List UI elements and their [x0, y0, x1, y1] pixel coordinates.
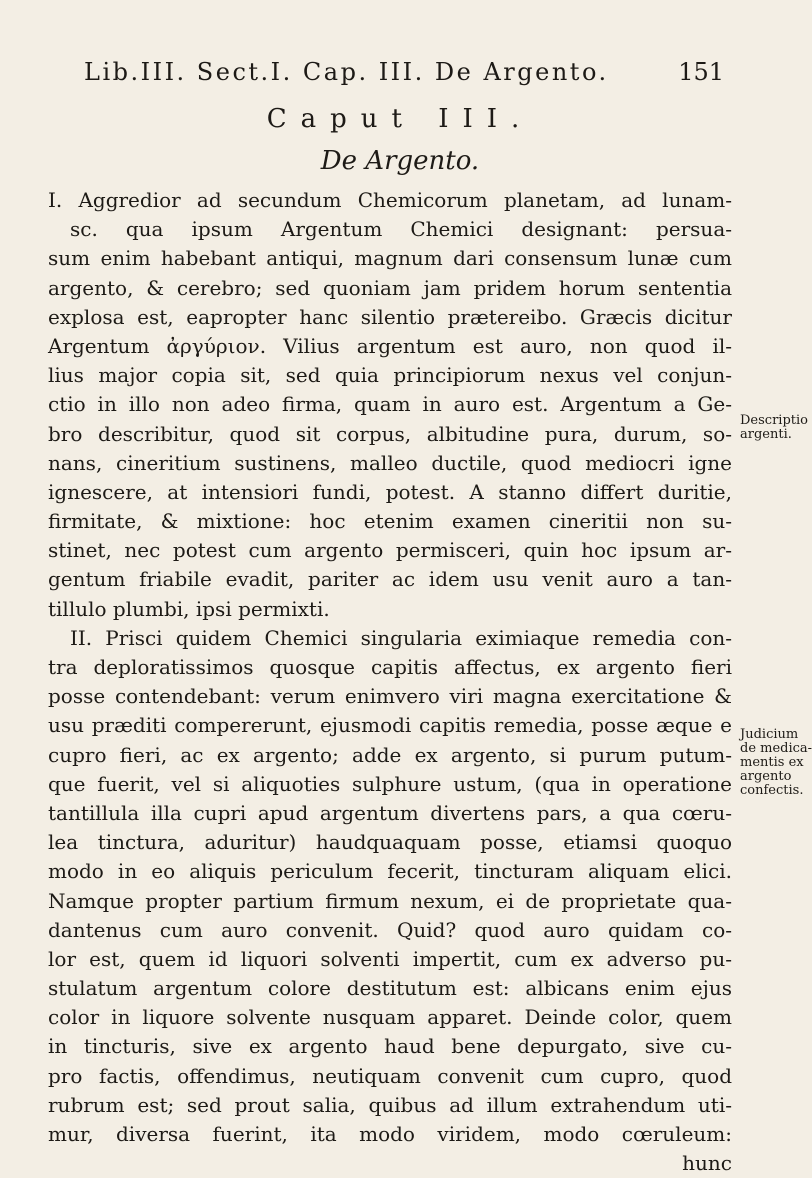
- text-line: gentum friabile evadit, pariter ac idem usu venit auro a tan-: [48, 567, 732, 592]
- text-line: lor est, quem id liquori solventi impertit, cum ex adverso pu-: [48, 946, 732, 971]
- text-line: I. Aggredior ad secundum Chemicorum planetam, ad lunam-: [48, 188, 732, 212]
- text-line: que fuerit, vel si aliquoties sulphure ustum, (qua in operatione: [48, 771, 732, 796]
- margin-note-line: confectis.: [740, 783, 804, 798]
- chapter-heading: Caput III.: [266, 104, 534, 134]
- text-line: modo in eo aliquis periculum fecerit, tincturam aliquam elici.: [48, 859, 732, 884]
- text-line: cupro fieri, ac ex argento; adde ex argento, si purum putum-: [48, 742, 732, 767]
- margin-note-line: mentis ex: [740, 755, 804, 770]
- text-line: Argentum ἀργύριον. Vilius argentum est auro, non quod il-: [48, 333, 732, 358]
- margin-note-line: de medica-: [740, 741, 812, 756]
- text-line: dantenus cum auro convenit. Quid? quod auro quidam co-: [48, 917, 732, 942]
- margin-note-line: Judicium: [740, 727, 799, 742]
- text-line: mur, diversa fuerint, ita modo viridem, modo cœruleum:: [48, 1122, 732, 1146]
- text-line: color in liquore solvente nusquam apparet. Deinde color, quem: [48, 1005, 732, 1030]
- margin-note-line: Descriptio: [740, 413, 808, 428]
- text-line: bro describitur, quod sit corpus, albitudine pura, durum, so-: [48, 421, 732, 446]
- running-head: [84, 58, 724, 86]
- text-line: II. Prisci quidem Chemici singularia eximiaque remedia con-: [70, 625, 732, 650]
- text-line: tra deploratissimos quosque capitis affectus, ex argento fieri: [48, 655, 732, 679]
- text-line: posse contendebant: verum enimvero viri magna exercitatione &: [48, 684, 732, 709]
- text-line: ignescere, at intensiori fundi, potest. A stanno differt duritie,: [48, 479, 732, 504]
- running-title: Lib.III. Sect.I. Cap. III. De Argento.: [84, 58, 609, 86]
- text-line: lea tinctura, aduritur) haudquaquam posse, etiamsi quoquo: [48, 830, 732, 855]
- text-line: ctio in illo non adeo firma, quam in auro est. Argentum a Ge-: [48, 392, 732, 417]
- text-line: explosa est, eapropter hanc silentio prætereibo. Græcis dicitur: [48, 304, 732, 329]
- text-line: sum enim habebant antiqui, magnum dari consensum lunæ cum: [48, 246, 732, 271]
- page-number: 151: [678, 58, 724, 86]
- chapter-subtitle: De Argento.: [320, 146, 480, 176]
- text-line: firmitate, & mixtione: hoc etenim examen cineritii non su-: [48, 509, 732, 534]
- text-line: usu præditi compererunt, ejusmodi capitis remedia, posse æque e: [48, 713, 732, 738]
- text-line: tantillula illa cupri apud argentum divertens pars, a qua cœru-: [48, 800, 732, 825]
- margin-note-line: argento: [740, 769, 792, 784]
- margin-note-line: argenti.: [740, 427, 792, 442]
- margin-note-judicium: [740, 727, 812, 798]
- body-text: [48, 186, 732, 1178]
- text-line: rubrum est; sed prout salia, quibus ad illum extrahendum uti-: [48, 1092, 732, 1117]
- text-line: stulatum argentum colore destitutum est: albicans enim ejus: [48, 976, 732, 1001]
- text-line: in tincturis, sive ex argento haud bene depurgato, sive cu-: [48, 1034, 732, 1059]
- text-line: stinet, nec potest cum argento permisceri, quin hoc ipsum ar-: [48, 538, 732, 563]
- text-line: argento, & cerebro; sed quoniam jam pridem horum sententia: [48, 275, 732, 300]
- text-line: lius major copia sit, sed quia principiorum nexus vel conjun-: [48, 363, 732, 388]
- text-line: tillulo plumbi, ipsi permixti.: [48, 596, 330, 621]
- margin-note-descriptio: [740, 413, 808, 442]
- text-line: sc. qua ipsum Argentum Chemici designant: persua-: [70, 217, 732, 242]
- text-line: Namque propter partium firmum nexum, ei de proprietate qua-: [48, 888, 732, 913]
- text-line: pro factis, offendimus, neutiquam convenit cum cupro, quod: [48, 1063, 732, 1088]
- catchword: hunc: [682, 1151, 732, 1176]
- text-line: nans, cineritium sustinens, malleo ductile, quod mediocri igne: [48, 450, 732, 475]
